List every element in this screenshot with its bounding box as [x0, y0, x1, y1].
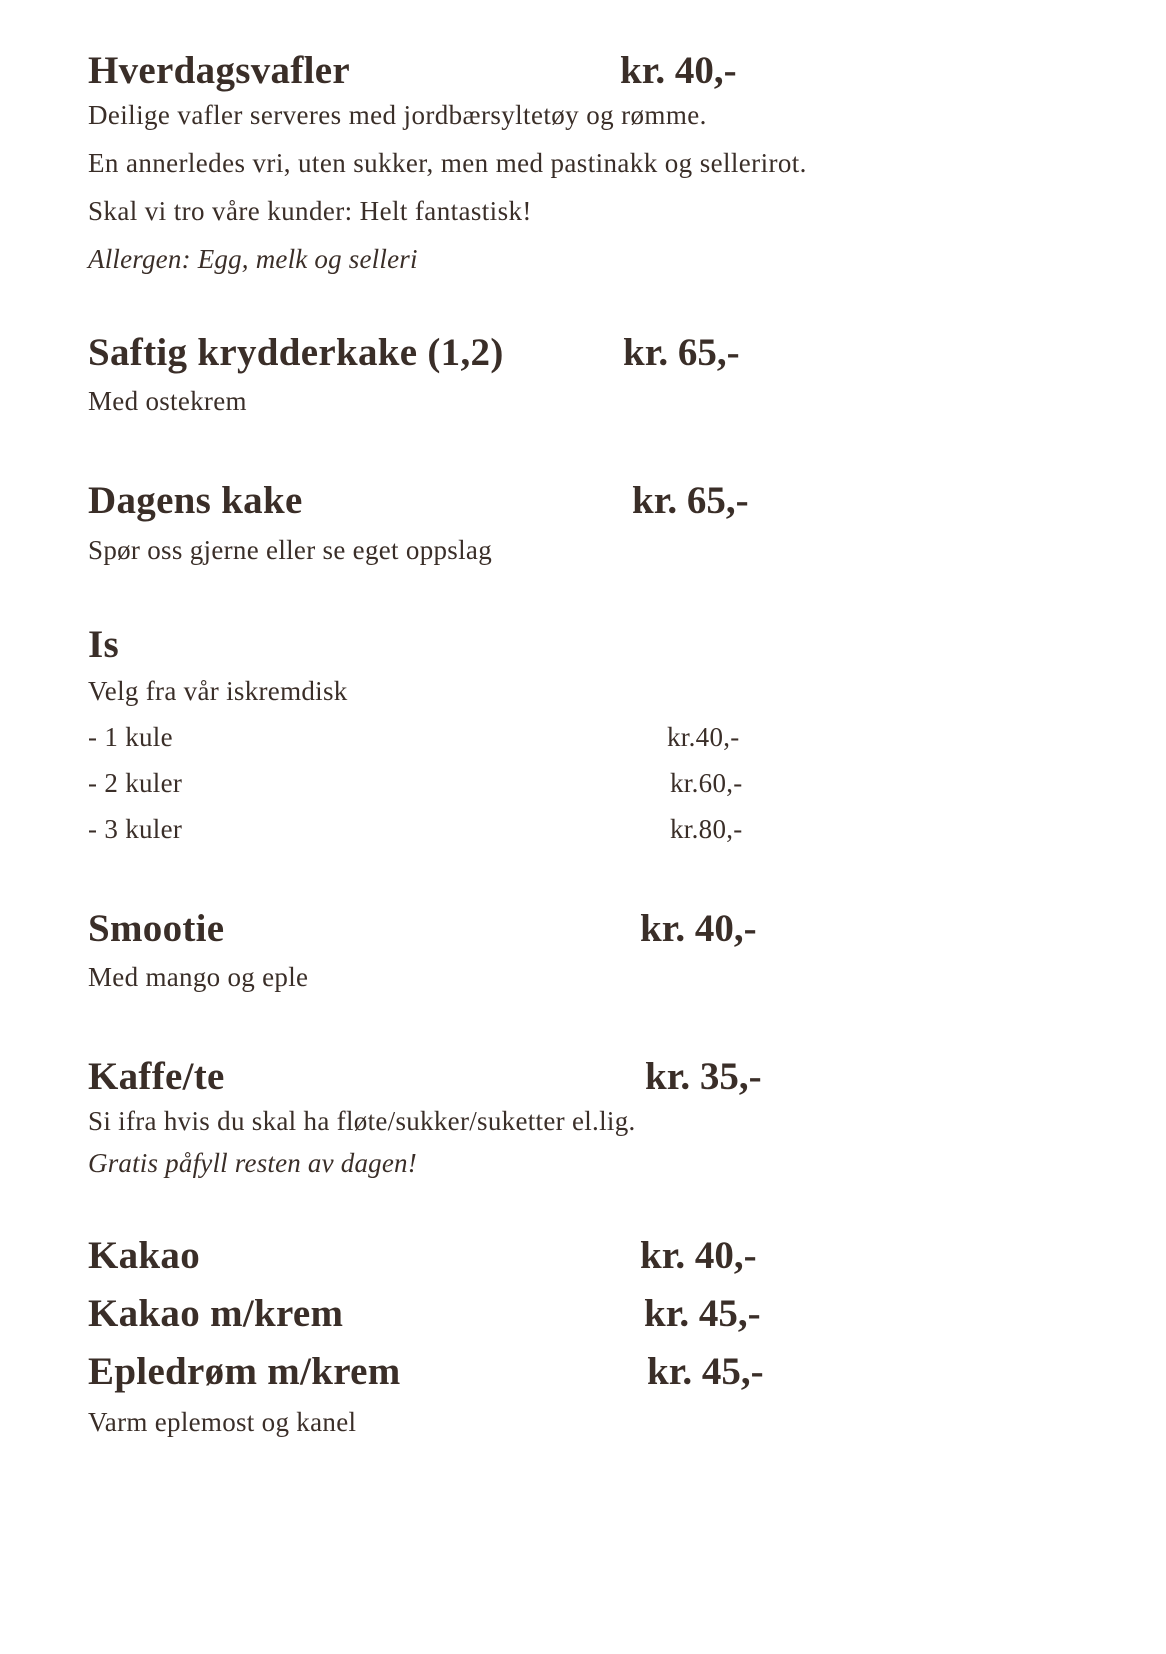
item-title-kakao: Kakao — [88, 1234, 201, 1277]
is-option-price: kr.40,- — [667, 722, 740, 752]
item-desc: Spør oss gjerne eller se eget oppslag — [88, 535, 492, 565]
item-price-kakao-krem: kr. 45,- — [644, 1292, 761, 1335]
item-price-kaffe: kr. 35,- — [645, 1055, 762, 1098]
item-title-kaffe: Kaffe/te — [88, 1055, 225, 1098]
item-desc-line: Skal vi tro våre kunder: Helt fantastisk! — [88, 196, 532, 226]
item-title-kakao-krem: Kakao m/krem — [88, 1292, 344, 1335]
item-desc-line: Deilige vafler serveres med jordbærsyltetøy og rømme. — [88, 100, 707, 130]
item-price-krydderkake: kr. 65,- — [623, 331, 740, 374]
item-title-is: Is — [88, 623, 119, 666]
item-price-dagens-kake: kr. 65,- — [632, 479, 749, 522]
allergen-note: Allergen: Egg, melk og selleri — [88, 244, 418, 274]
item-desc: Med mango og eple — [88, 962, 309, 992]
item-title-dagens-kake: Dagens kake — [88, 479, 303, 522]
item-price-kakao: kr. 40,- — [640, 1234, 757, 1277]
item-desc: Velg fra vår iskremdisk — [88, 676, 348, 706]
is-option-price: kr.80,- — [670, 814, 743, 844]
item-title-epledrom: Epledrøm m/krem — [88, 1350, 401, 1393]
item-price-smootie: kr. 40,- — [640, 907, 757, 950]
item-title-krydderkake: Saftig krydderkake (1,2) — [88, 331, 504, 374]
is-option-label: - 2 kuler — [88, 768, 183, 798]
is-option-label: - 1 kule — [88, 722, 173, 752]
item-desc-line: En annerledes vri, uten sukker, men med pastinakk og sellerirot. — [88, 148, 807, 178]
item-price-hverdagsvafler: kr. 40,- — [620, 49, 737, 92]
is-option-label: - 3 kuler — [88, 814, 183, 844]
item-title-smootie: Smootie — [88, 907, 225, 950]
item-desc: Si ifra hvis du skal ha fløte/sukker/suketter el.lig. — [88, 1106, 636, 1136]
item-price-epledrom: kr. 45,- — [647, 1350, 764, 1393]
is-option-price: kr.60,- — [670, 768, 743, 798]
item-desc: Med ostekrem — [88, 386, 247, 416]
refill-note: Gratis påfyll resten av dagen! — [88, 1148, 417, 1178]
item-title-hverdagsvafler: Hverdagsvafler — [88, 49, 350, 92]
item-desc: Varm eplemost og kanel — [88, 1407, 357, 1437]
